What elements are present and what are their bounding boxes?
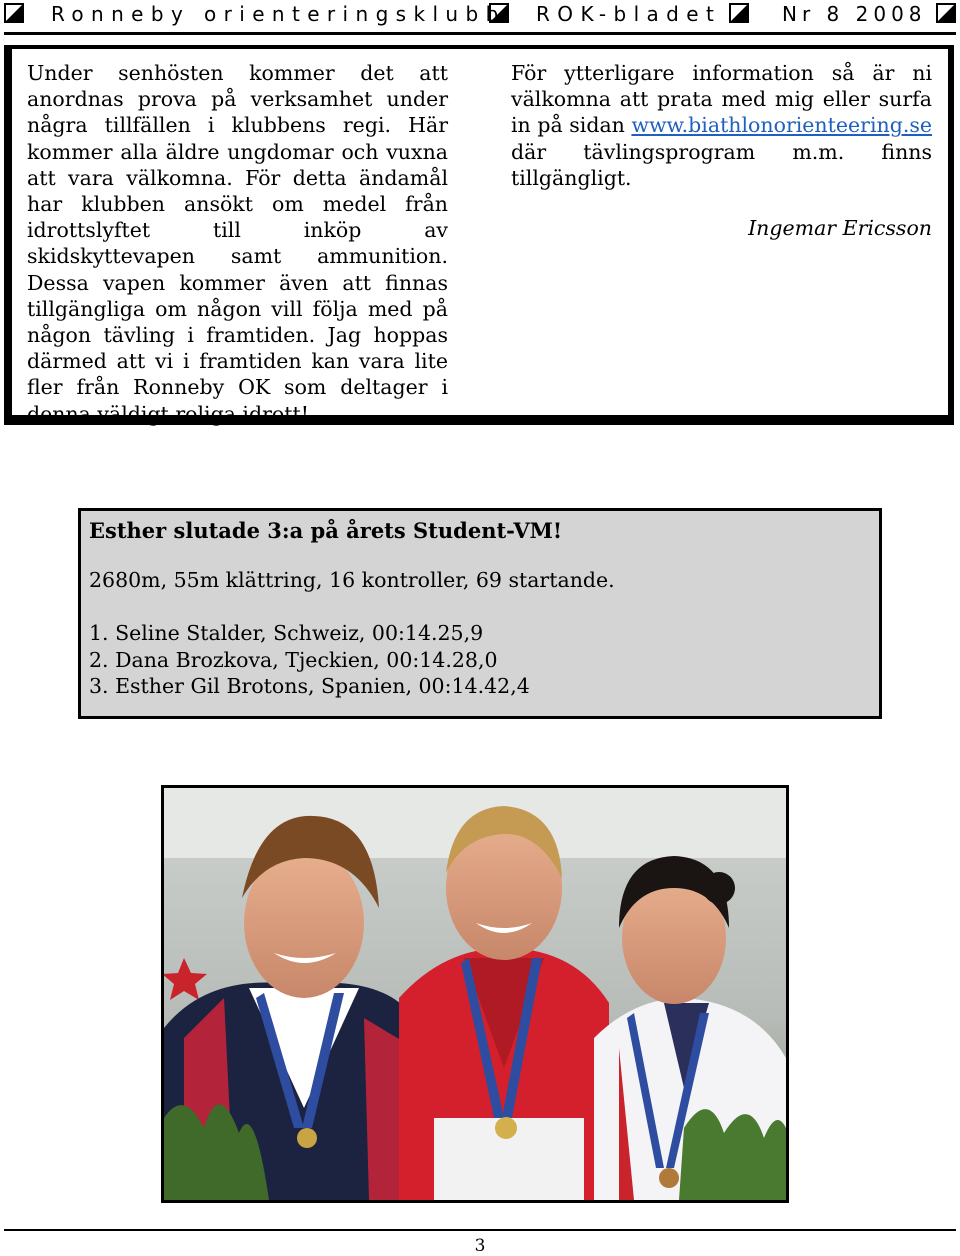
podium-photo [161,785,789,1203]
results-details: 2680m, 55m klättring, 16 kontroller, 69 startande. [89,568,615,592]
podium-photo-image [164,788,786,1200]
article-right-text: För ytterligare information så är ni välkomna att prata med mig eller surfa in på sidan www.biathlonorienteering.se där tävlingsprogram m.m. finns tillgängligt. [511,61,932,190]
results-title: Esther slutade 3:a på årets Student-VM! [89,518,563,543]
biathlon-link[interactable]: www.biathlonorienteering.se [631,113,932,138]
article-left-text: Under senhösten kommer det att anordnas prova på verksamhet under några tillfällen i klubbens regi. Här kommer alla äldre ungdomar och vuxna att vara välkomna. För detta ändamål har klubben ansökt om medel från idrottslyftet till inköp av skidskyttevapen samt ammunition. Dessa vapen kommer även att finnas tillgängliga om någon vill följa med på någon tävling i framtiden. Jag hoppas därmed att vi i framtiden kan vara lite fler från Ronneby OK som deltager i denna väldigt roliga idrott! [27,61,448,426]
article-right-column [511,60,932,191]
results-box [78,508,882,719]
page-number: 3 [474,1236,486,1256]
square-bullet-icon [936,3,956,23]
result-row: 2. Dana Brozkova, Tjeckien, 00:14.28,0 [89,647,498,672]
square-bullet-icon [4,3,24,23]
article-left-column [27,60,448,427]
magazine-name: ROK-bladet [536,2,722,26]
page-header [0,0,960,30]
square-bullet-icon [489,3,509,23]
footer-divider [4,1229,956,1231]
club-name: Ronneby orienteringsklubb [51,2,506,26]
result-row: 3. Esther Gil Brotons, Spanien, 00:14.42,4 [89,674,530,698]
square-bullet-icon [729,3,749,23]
header-divider [4,32,956,35]
article-author: Ingemar Ericsson [748,216,932,240]
issue-number: Nr 8 2008 [782,2,927,26]
result-row: 1. Seline Stalder, Schweiz, 00:14.25,9 [89,621,484,645]
